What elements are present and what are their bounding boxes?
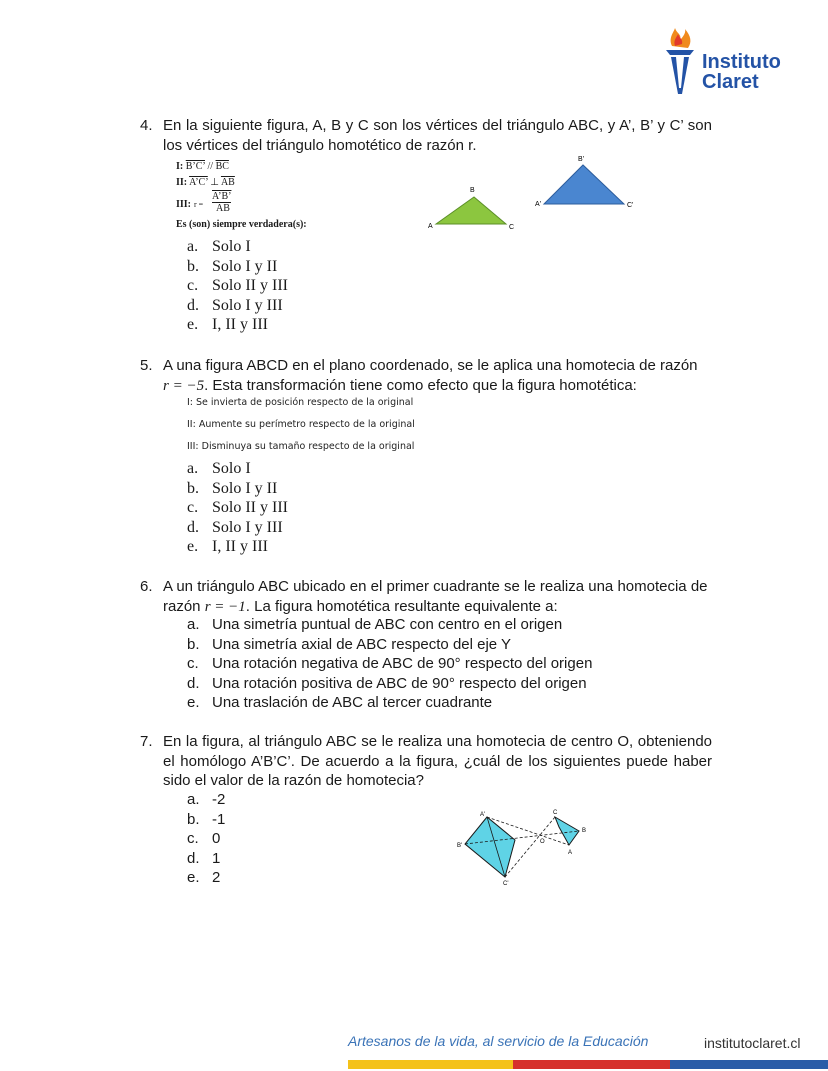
label-b: B xyxy=(582,828,587,834)
label-b-prime: B' xyxy=(457,843,463,849)
label-o: O xyxy=(540,839,545,845)
statement-question: Es (son) siempre verdadera(s): xyxy=(176,219,307,230)
triangle-abc xyxy=(436,197,506,224)
worksheet-page: Instituto Claret 4. En la siguiente figura, A, B y C son los vértices del triángulo ABC, y A’, B’ y C’ son los vértices del triángulo homotético de razón r. I: B’C’ // $\overline{BC}$ II: A’C’ ⊥ $\overline{AB}$ III: r = A’B’ $\overline{AB}$ Es (son) siempre verdadera(s): A B C A' B' C' a. Solo I b. Solo I y II c. Solo II y III d. Solo I y III e. I, II y III 5. A una figura ABCD en el plano coordenado, se le aplica una homotecia de razón r = −5. Esta transformación tiene como efecto que la figura homotética: I: Se invierta de posición respecto de la original II: Aumente su perímetro respecto de la original III: Disminuya su tamaño respecto de la original a. Solo I b. Solo I y II c. Solo II y III d. Solo I y III e. I, II y III 6. A un triángulo ABC ubicado en el primer cuadrante se le realiza una homotecia de razón r = −1. La figura homotética resultante equivalente a: a. Una simetría puntual de ABC con centro en el origen b. Una simetría axial de ABC respecto del eje Y c. Una rotación negativa de ABC de 90° respecto del origen d. Una rotación positiva de ABC de 90° respecto del origen e. Una traslación de ABC al tercer cuadrante 7. En la figura, al triángulo ABC se le realiza una homotecia de centro O, obteniendo el homólogo A’B’C’. De acuerdo a la figura, ¿cuál de los siguientes puede haber sido el valor de la razón de homotecia? a. -2 b. -1 c. 0 d. 1 e. 2 A' B' C' O C B A Artesanos de la vida, al servicio de la Educación institutoclaret.cl xyxy=(0,0,828,1071)
footer-bar-yellow xyxy=(348,1060,513,1069)
statement-2: II: A’C’ ⊥ $\overline{AB}$ xyxy=(176,177,235,188)
label-b: B xyxy=(470,187,475,194)
statement-3: III: r = A’B’ $\overline{AB}$ xyxy=(176,191,232,214)
label-a: A xyxy=(428,223,433,230)
label-c: C xyxy=(509,224,515,231)
question-text-line1: A un triángulo ABC ubicado en el primer cuadrante se le realiza una homotecia de xyxy=(163,578,708,595)
question-text: En la siguiente figura, A, B y C son los vértices del triángulo ABC, y A’, B’ y C’ son los vértices del triángulo homotético de razón r. xyxy=(163,117,712,154)
footer-url[interactable]: institutoclaret.cl xyxy=(704,1035,801,1051)
question-6 xyxy=(140,577,712,617)
question-5 xyxy=(140,356,712,396)
statements-block xyxy=(176,160,376,232)
question-number: 7. xyxy=(140,733,153,750)
triangle-abc xyxy=(555,817,579,845)
label-c-prime: C' xyxy=(503,881,509,887)
statement-2: II: Aumente su perímetro respecto de la original xyxy=(187,419,415,430)
statement-1: I: B’C’ // $\overline{BC}$ xyxy=(176,161,229,172)
question-4 xyxy=(140,116,712,155)
question-text-line2: razón r = −1. La figura homotética resultante equivalente a: xyxy=(163,597,558,615)
statement-1: I: Se invierta de posición respecto de la original xyxy=(187,397,414,408)
label-a-prime: A' xyxy=(480,812,486,818)
triangle-a2b2c2 xyxy=(544,165,624,204)
label-a: A xyxy=(568,850,573,856)
footer-bar-blue xyxy=(670,1060,828,1069)
figure-homothetic-triangles xyxy=(420,152,640,236)
question-number: 4. xyxy=(140,117,153,134)
footer-bar-red xyxy=(513,1060,670,1069)
question-text-line1: A una figura ABCD en el plano coordenado, se le aplica una homotecia de razón xyxy=(163,357,698,374)
question-7 xyxy=(140,732,712,791)
label-c-prime: C' xyxy=(627,202,634,209)
logo-line-instituto: Instituto xyxy=(702,51,781,73)
logo-line-claret: Claret xyxy=(702,71,759,93)
question-number: 5. xyxy=(140,357,153,374)
statement-3: III: Disminuya su tamaño respecto de la original xyxy=(187,441,415,452)
question-number: 6. xyxy=(140,578,153,595)
label-a-prime: A' xyxy=(535,201,542,208)
statements-q5 xyxy=(187,392,415,458)
question-text: En la figura, al triángulo ABC se le realiza una homotecia de centro O, obteniendo el homólogo A’B’C’. De acuerdo a la figura, ¿cuál de los siguientes puede haber sido el valor de la razón de homotecia? xyxy=(163,733,712,789)
torch-icon xyxy=(662,28,702,98)
label-b-prime: B' xyxy=(578,156,585,163)
school-logo xyxy=(662,28,812,98)
footer-slogan: Artesanos de la vida, al servicio de la Educación xyxy=(348,1033,649,1049)
question-text-line2: r = −5. Esta transformación tiene como efecto que la figura homotética: xyxy=(163,376,637,394)
figure-homothety-center-o xyxy=(455,805,595,890)
label-c: C xyxy=(553,810,558,816)
